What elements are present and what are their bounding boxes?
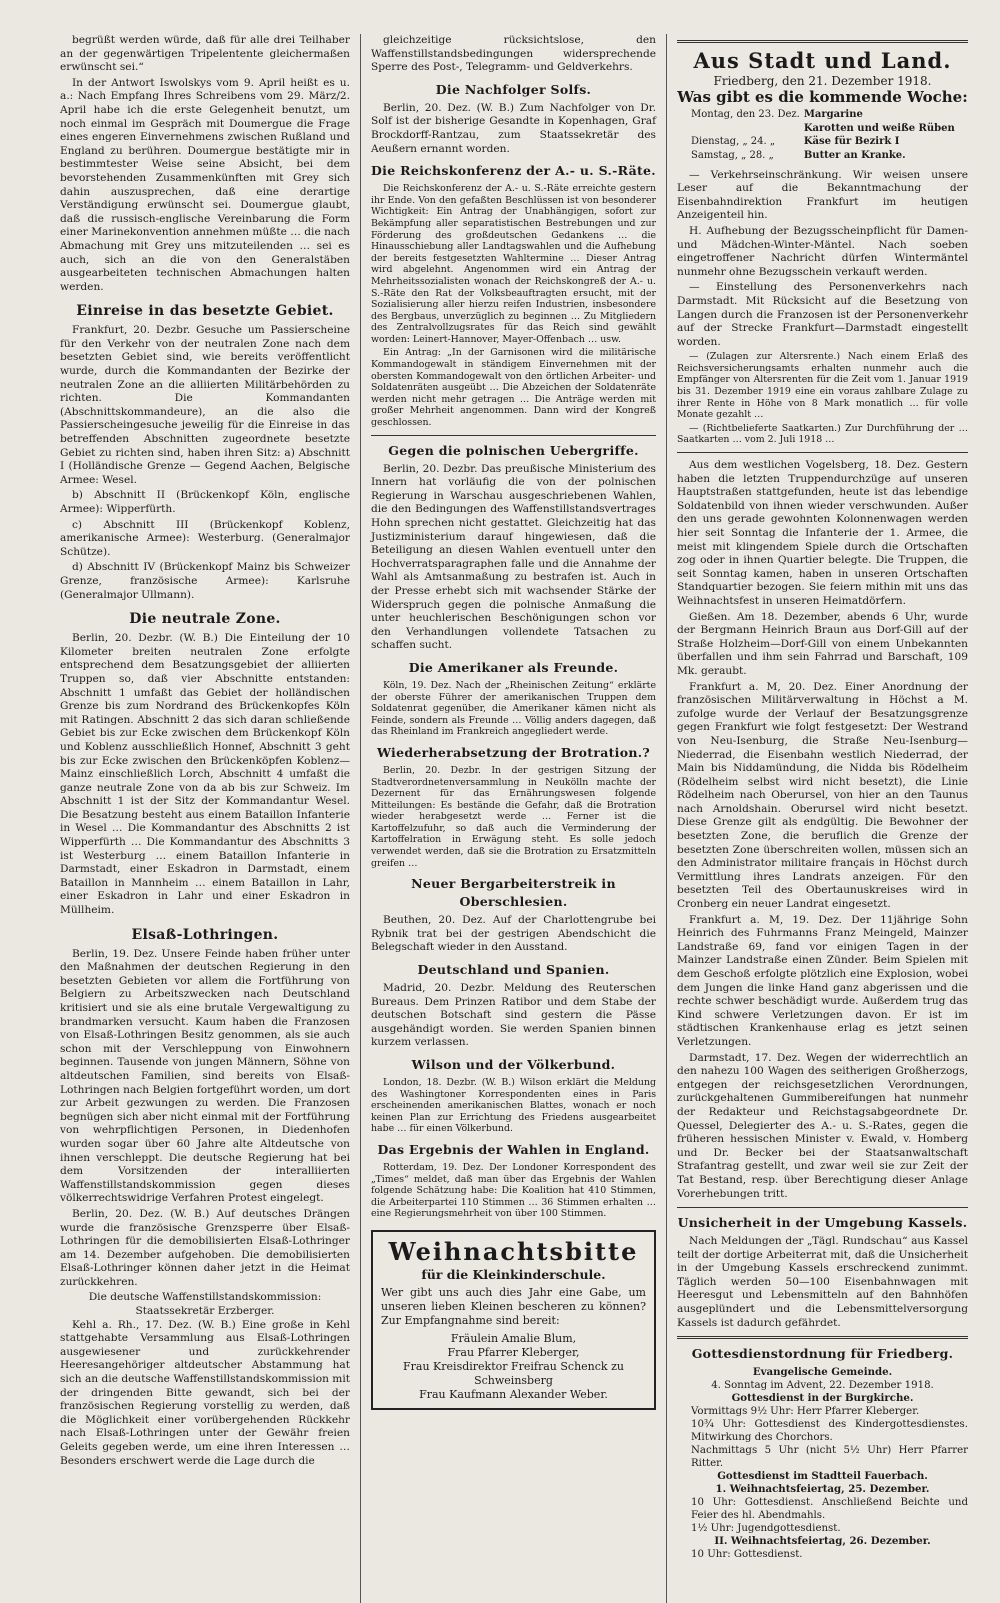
article-text: Berlin, 20. Dez. (W. B.) Zum Nachfolger von Dr. Solf ist der bisherige Gesandte in Kopenhagen, Graf Brockdorff-Rantzau, zum Staatssekretär des Aeußern ernannt worden. xyxy=(371,101,656,155)
article-text: Kehl a. Rh., 17. Dez. (W. B.) Eine große in Kehl stattgehabte Versammlung aus Elsaß-Lothringen ausgewiesener und zurückkehrender Heeresangehöriger altdeutscher Abstammung hat sich an die deutsche Waffenstillstandskommission mit der dringenden Bitte gewandt, sich bei der französischen Regierung vorstellig zu werden, daß die Möglichkeit einer vorübergehenden Rückkehr nach Elsaß-Lothringen unter der Gewähr freien Geleits gegeben werde, um eine ihren Interessen … Besonders erschwert werde die Lage durch die xyxy=(60,1318,350,1467)
divider xyxy=(677,40,968,43)
week-day xyxy=(691,122,804,136)
signature-name: Staatssekretär Erzberger. xyxy=(135,1305,275,1318)
article-text: Berlin, 19. Dez. Unsere Feinde haben früher unter den Maßnahmen der deutschen Regierung in den besetzten Gebieten vor allem die Fortführung von Belgiern zu Arbeitszwecken nach Deutschland kritisiert und sie als eine brutale Vergewaltigung zu brandmarken versucht. Kaum haben die Franzosen von Elsaß-Lothringen Besitz genommen, als sie auch schon mit der Verschleppung von Einwohnern beginnen. Tausende von jungen Männern, Söhne von altdeutschen Familien, sind bereits von Elsaß-Lothringen nach Belgien fortgeführt worden, um dort zur Arbeit gezwungen zu werden. Die Franzosen begnügen sich aber nicht einmal mit der Fortführung von wehrpflichtigen Personen, in Diedenhofen wurden sogar über 60 Jahre alte Altdeutsche von ihnen verschleppt. Die deutsche Regierung hat bei dem Vorsitzenden der interalliierten Waffenstillstandskommission gegen dieses völkerrechtswidrige Verfahren Protest eingelegt. xyxy=(60,947,350,1205)
article-text: Frankfurt a. M, 20. Dez. Einer Anordnung der französischen Militärverwaltung in Höchst a M. zufolge wurde der Verlauf der Besatzungsgrenze gegen Frankfurt wie folgt festgesetzt: Der Westrand von Neu-Isenburg, die Straße Neu-Isenburg—Niederrad, die Eisenbahn westlich Niederrad, der Main bis Niddamündung, die Nidda bis Rödelheim (Rödelheim selbst wird nicht besetzt), die Linie Rödelheim nach Oberursel, von hier an den Taunus nach Arnoldshain. Oberursel wird nicht besetzt. Diese Grenze gilt als endgültig. Die Bewohner der besetzten Zone, die beruflich die Grenze der besetzten Zone überschreiten wollen, müssen sich an den Administrator militaire français in Höchst durch Vermittlung ihres Landrats anzeigen. Für den besetzten Teil des Obertaunuskreises wird in Cronberg ein neuer Landrat eingesetzt. xyxy=(677,680,968,911)
week-item: Karotten und weiße Rüben xyxy=(803,122,955,134)
headline-elsass-lothringen: Elsaß-Lothringen. xyxy=(131,926,279,943)
week-table xyxy=(691,108,959,162)
article-text: gleichzeitige rücksichtslose, den Waffenstillstandsbedingungen widersprechende Sperre des Post-, Telegramm- und Geldverkehrs. xyxy=(371,34,656,74)
article-text: Die Reichskonferenz der A.- u. S.-Räte erreichte gestern ihr Ende. Von den gefaßten Beschlüssen ist von besonderer Wichtigkeit: Ein Antrag der Unabhängigen, sofort zur Bekämpfung aller separatistischen Bestrebungen und zur Förderung des großdeutschen Gedankens … die Hinausschiebung aller Landtagswahlen und die Aufhebung der bereits festgesetzten Wahltermine … Dieser Antrag wird abgelehnt. Angenommen wird ein Antrag der Mehrheitssozialisten wonach der Reichskongreß der A.- u. S.-Räte den Rat der Volksbeauftragten ersucht, mit der Sozialisierung aller hierzu reifen Industrien, insbesondere des Bergbaus, unverzüglich zu beginnen … Zu Mitgliedern des Zentralvollzugsrates für das Reich sind gewählt worden: Leinert-Hannover, Mayer-Offenbach … usw. xyxy=(371,183,656,345)
week-day: Dienstag, „ 24. „ xyxy=(691,136,776,148)
ad-signer: Fräulein Amalie Blum, xyxy=(450,1331,577,1345)
article-text: Köln, 19. Dez. Nach der „Rheinischen Zeitung“ erklärte der oberste Führer der amerikanischen Truppen dem Soldatenrat gegenüber, die Amerikaner kämen nicht als Feinde, sondern als Freunde … Völlig anders dagegen, daß das Rheinland im Frankreich angegliedert werde. xyxy=(371,679,656,738)
schedule-line: 1. Weihnachtsfeiertag, 25. Dezember. xyxy=(715,1483,930,1496)
article-text: Berlin, 20. Dezbr. Das preußische Ministerium des Innern hat vorläufig die von der polnischen Regierung in Warschau ausgeschriebenen Wahlen, die den Bedingungen des Waffenstillstandsvertrages Hohn sprechen nicht gestattet. Gleichzeitig hat das Justizministerium darauf hingewiesen, daß die Beteiligung an diesen Wahlen eventuell unter den Hochverratsparagraphen falle und die Annahme der Wahl als Amtsanmaßung zu bestrafen ist. Auch in der Presse erhebt sich mit wachsender Stärke der Widerspruch gegen die polnische Anmaßung die unter heuchlerischen Beschönigungen schon vor den Verhandlungen vollendete Tatsachen zu schaffen sucht. xyxy=(371,462,656,652)
article-text: Nach Meldungen der „Tägl. Rundschau“ aus Kassel teilt der dortige Arbeiterrat mit, daß die Unsicherheit in der Umgebung Kassels erschreckend zunimmt. Täglich werden 50—100 Eisenbahnwagen mit Heeresgut und Lebensmitteln auf den Bahnhöfen ausgeplündert und die Lebensmittelversorgung Kassels ist dadurch gefährdet. xyxy=(677,1235,968,1329)
dateline: Friedberg, den 21. Dezember 1918. xyxy=(713,74,932,88)
schedule-subtitle: Evangelische Gemeinde. xyxy=(752,1366,893,1379)
headline-polnische-uebergriffe: Gegen die polnischen Uebergriffe. xyxy=(388,442,639,458)
headline-reichskonferenz: Die Reichskonferenz der A.- u. S.-Räte. xyxy=(371,163,656,179)
headline-deutschland-spanien: Deutschland und Spanien. xyxy=(417,962,610,978)
table-row xyxy=(691,108,959,122)
week-item: Margarine xyxy=(803,109,863,121)
article-text: Aus dem westlichen Vogelsberg, 18. Dez. Gestern haben die letzten Truppendurchzüge auf unseren Hauptstraßen stattgefunden, heute ist das lebendige Soldatenbild von ihnen wieder verschwunden. Außer den uns gerade gewohnten Kolonnenwagen werden hier seit Sonntag die Infanterie der 1. Armee, die meist mit klingendem Spiele durch die Ortschaften zog oder in ihnen Quartier belegte. Die Truppen, die seit Sonntag kamen, haben in unseren Ortschaften Standquartier bezogen. Sie feiern mithin mit uns das Weihnachtsfest in unseren Heimatdörfern. xyxy=(677,459,968,607)
headline-wahlen-england: Das Ergebnis der Wahlen in England. xyxy=(377,1141,650,1157)
article-text: c) Abschnitt III (Brückenkopf Koblenz, amerikanische Armee): Westerburg. (Generalmajor Schütze). xyxy=(60,518,350,558)
ad-title: Weihnachtsbitte xyxy=(388,1236,639,1266)
schedule-line: Nachmittags 5 Uhr (nicht 5½ Uhr) Herr Pfarrer Ritter. xyxy=(691,1445,968,1470)
article-text: Berlin, 20. Dez. (W. B.) Auf deutsches Drängen wurde die französische Grenzsperre über Elsaß-Lothringen für die demobilisierten Elsaß-Lothringer am 14. Dezember aufgehoben. Die demobilisierten Elsaß-Lothringer können daher jetzt in die Heimat zurückkehren. xyxy=(60,1207,350,1288)
article-text: begrüßt werden würde, daß für alle drei Teilhaber an der gegenwärtigen Tripelentente gleichermaßen erwünscht sei.“ xyxy=(60,34,350,74)
article-text: Frankfurt a. M, 19. Dez. Der 11jährige Sohn Heinrich des Fuhrmanns Franz Meingeld, Mainzer Landstraße 69, fand vor einigen Tagen in der Mainzer Landstraße einen Zünder. Beim Spielen mit dem Geschoß erfolgte plötzlich eine Explosion, wobei dem Jungen die linke Hand ganz abgerissen und die rechte schwer beschädigt wurde. Außerdem trug das Kind schwere Verletzungen davon. Er ist im städtischen Krankenhause erlag es jetzt seinen Verletzungen. xyxy=(677,913,968,1048)
weihnachtsbitte-ad xyxy=(371,1230,656,1410)
article-text: Darmstadt, 17. Dez. Wegen der widerrechtlich an den nahezu 100 Wagen des seitherigen Großherzogs, entgegen der reichsgesetzlichen Verordnungen, zurückgehaltenen Gummibereifungen hat nunmehr der Redakteur und Reichstagsabgeordnete Dr. Quessel, Delegierter des A.- u. S.-Rates, gegen die früheren hessischen Minister v. Ewald, v. Homberg und Dr. Becker bei der Staatsanwaltschaft Strafantrag gestellt, und zwar weil sie zur Zeit der Tat Bestand, resp. über Berechtigung dieser Anlage Vorerhebungen tritt. xyxy=(677,1051,968,1200)
headline-amerikaner: Die Amerikaner als Freunde. xyxy=(408,659,619,675)
schedule-line: Gottesdienst im Stadtteil Fauerbach. xyxy=(717,1470,928,1483)
divider xyxy=(371,435,656,436)
table-row xyxy=(691,149,959,163)
article-text: Berlin, 20. Dezbr. In der gestrigen Sitzung der Stadtverordnetenversammlung in Neukölln machte der Dezernent für das Ernährungswesen folgende Mitteilungen: Es bestände die Gefahr, daß die Brotration wieder herabgesetzt werde … Ferner ist die Kartoffelzufuhr, so daß auch die Verminderung der Kartoffelration in Erwägung steht. Es solle jedoch verwendet werden, daß sie die Brotration zu Ersatzmitteln greifen … xyxy=(371,764,656,869)
schedule-title: Gottesdienstordnung für Friedberg. xyxy=(691,1346,954,1362)
article-text: Berlin, 20. Dezbr. (W. B.) Die Einteilung der 10 Kilometer breiten neutralen Zone erfolgte entsprechend dem Besatzungsgebiet der alliierten Truppen so, daß vier Abschnitte entstanden: Abschnitt 1 umfaßt das Gebiet der holländischen Grenze bis zum Nordrand des Brückenkopfes Köln mit Ratingen. Abschnitt 2 das sich daran schließende Gebiet bis zur Ecke zwischen dem Brückenkopf Köln und Koblenz ausschließlich Honnef, Abschnitt 3 geht bis zur Ecke zwischen den Brückenköpfen Koblenz—Mainz einschließlich Lorch, Abschnitt 4 umfaßt die ganze neutrale Zone von da ab bis zur Schweiz. Im Abschnitt 1 ist der Sitz der Kommandantur Wesel. Die Besatzung besteht aus einem Bataillon Infanterie in Wesel … Die Kommandantur des Abschnitts 2 ist Wipperfürth … Die Kommandantur des Abschnitts 3 ist Westerburg … einem Bataillon Infanterie in Darmstadt, einer Eskadron in Darmstadt, einem Bataillon in Mannheim … einem Bataillon in Lahr, einer Eskadron in Lahr und einer Eskadron in Müllheim. xyxy=(60,632,350,917)
schedule-line: 10 Uhr: Gottesdienst. Anschließend Beichte und Feier des hl. Abendmahls. xyxy=(691,1497,968,1522)
article-text: b) Abschnitt II (Brückenkopf Köln, englische Armee): Wipperfürth. xyxy=(60,489,350,515)
column-2 xyxy=(360,34,666,1603)
article-text: — Verkehrseinschränkung. Wir weisen unsere Leser auf die Bekanntmachung der Eisenbahndirektion Frankfurt im heutigen Anzeigenteil hin. xyxy=(677,168,968,222)
ad-signer: Frau Kaufmann Alexander Weber. xyxy=(419,1387,608,1401)
article-text: Ein Antrag: „In der Garnisonen wird die militärische Kommandogewalt in ständigem Einvernehmen mit der obersten Kommandogewalt von den örtlichen Arbeiter- und Soldatenräten ausgeübt … Die Abzeichen der Soldatenräte werden nicht mehr getragen … Die Anträge werden mit großer Mehrheit angenommen. Dann wird der Kongreß geschlossen. xyxy=(371,347,656,429)
schedule-line: 10¾ Uhr: Gottesdienst des Kindergottesdienstes. Mitwirkung des Chorchors. xyxy=(691,1419,968,1444)
divider xyxy=(677,1207,968,1208)
article-text: Frankfurt, 20. Dezbr. Gesuche um Passierscheine für den Verkehr von der neutralen Zone nach dem besetzten Gebiet sind, wie bereits veröffentlicht wurde, durch die Kommandanten der Bezirke der neutralen Zone an die alliierten Militärbehörden zu richten. Die Kommandanten (Abschnittskommandeure), an die also die Passierscheingesuche jeweilig für die Einreise in das betreffenden Abschnitten zugeordnete besetzte Gebiet zu richten sind, haben ihren Sitz: a) Abschnitt I (Holländische Grenze — Gegend Aachen, Belgische Armee: Wesel. xyxy=(60,324,350,486)
headline-nachfolger-solfs: Die Nachfolger Solfs. xyxy=(435,81,592,97)
church-schedule xyxy=(677,1345,968,1561)
article-text: — (Zulagen zur Altersrente.) Nach einem Erlaß des Reichsversicherungsamts erhalten nunmehr auch die Empfänger von Altersrenten für die Zeit vom 1. Januar 1919 bis 31. Dezember 1919 eine ein voraus zahlbare Zulage zu ihrer Rente in Höhe von 8 Mark monatlich … für volle Monate gezahlt … xyxy=(677,351,968,421)
article-text: London, 18. Dezbr. (W. B.) Wilson erklärt die Meldung des Washingtoner Korrespondenten eines in Paris erscheinenden amerikanischen Blattes, wonach er noch keinen Plan zur Errichtung des Friedens ausgearbeitet habe … für einen Völkerbund. xyxy=(371,1077,656,1135)
article-text: H. Aufhebung der Bezugsscheinpflicht für Damen- und Mädchen-Winter-Mäntel. Nach soeben eingetroffener Nachricht dürfen Wintermäntel nunmehr ohne Bezugsschein verkauft werden. xyxy=(677,224,968,278)
ad-text: Wer gibt uns auch dies Jahr eine Gabe, um unseren lieben Kleinen bescheren zu können? Zur Empfangnahme sind bereit: xyxy=(381,1285,646,1327)
column-1 xyxy=(50,34,360,1603)
section-masthead: Aus Stadt und Land. xyxy=(693,48,952,73)
week-item: Butter an Kranke. xyxy=(803,149,906,161)
article-text: Gießen. Am 18. Dezember, abends 6 Uhr, wurde der Bergmann Heinrich Braun aus Dorf-Gill auf der Straße Holzheim—Dorf-Gill von einem Unbekannten überfallen und ihm sein Fahrrad und Barschaft, 109 Mk. geraubt. xyxy=(677,610,968,677)
week-day: Samstag, „ 28. „ xyxy=(691,149,774,161)
schedule-line: 10 Uhr: Gottesdienst. xyxy=(691,1549,803,1561)
article-text: — Einstellung des Personenverkehrs nach Darmstadt. Mit Rücksicht auf die Besetzung von Langen durch die Franzosen ist der Personenverkehr auf der Strecke Frankfurt—Darmstadt eingestellt worden. xyxy=(677,281,968,348)
schedule-line: II. Weihnachtsfeiertag, 26. Dezember. xyxy=(714,1535,931,1548)
headline-neutrale-zone: Die neutrale Zone. xyxy=(129,611,281,628)
headline-brotration: Wiederherabsetzung der Brotration.? xyxy=(376,744,651,760)
schedule-line: 1½ Uhr: Jugendgottesdienst. xyxy=(691,1523,841,1535)
week-item: Käse für Bezirk I xyxy=(803,136,900,148)
divider xyxy=(677,452,968,453)
divider xyxy=(677,1336,968,1339)
article-text: Rotterdam, 19. Dez. Der Londoner Korrespondent des „Times“ meldet, daß man über das Ergebnis der Wahlen folgende Schätzung habe: Die Koalition hat 410 Stimmen, die Arbeiterpartei 110 Stimmen … 36 Stimmen erhalten … eine Regierungsmehrheit von über 100 Stimmen. xyxy=(371,1161,656,1220)
week-title: Was gibt es die kommende Woche: xyxy=(677,87,968,106)
headline-wilson: Wilson und der Völkerbund. xyxy=(411,1057,616,1072)
schedule-line: Vormittags 9½ Uhr: Herr Pfarrer Kleberger. xyxy=(691,1406,920,1418)
ad-signers xyxy=(381,1332,646,1402)
table-row xyxy=(691,122,959,136)
article-text: d) Abschnitt IV (Brückenkopf Mainz bis Schweizer Grenze, französische Armee): Karlsruhe (Generalmajor Ullmann). xyxy=(60,561,350,601)
table-row xyxy=(691,135,959,149)
article-text: Beuthen, 20. Dez. Auf der Charlottengrube bei Rybnik trat bei der gestrigen Abendschicht die Belegschaft wieder in den Ausstand. xyxy=(371,914,656,954)
article-text: In der Antwort Iswolskys vom 9. April heißt es u. a.: Nach Empfang Ihres Schreibens vom 29. März/2. April habe ich die erste Gelegenheit benutzt, um noch einmal im Gespräch mit Doumergue die Frage eines engeren Einvernehmens zwischen Rußland und England zu berühren. Doumergue bestätigte mir in bestimmtester Weise seine Absicht, bei dem bevorstehenden Zusammenkünften mit Grey sich dahin auszusprechen, daß eine derartige Verständigung erwünscht sei. Doumergue glaubt, daß die russisch-englische Vereinbarung die Form einer Marinekonvention annehmen müßte … die nach Abmachung mit Grey uns mitzuteilenden … sei es auch, sich an die von den Generalstäben ausgearbeiteten technischen Abmachungen halten werden. xyxy=(60,76,350,293)
ad-signer: Frau Pfarrer Kleberger, xyxy=(447,1345,580,1359)
column-3 xyxy=(666,34,978,1603)
headline-unsicherheit-kassel: Unsicherheit in der Umgebung Kassels. xyxy=(677,1215,968,1231)
article-text: Madrid, 20. Dezbr. Meldung des Reuterschen Bureaus. Dem Prinzen Ratibor und dem Stabe der deutschen Botschaft sind gestern die Pässe ausgehändigt worden. Sie werden Spanien binnen kurzem verlassen. xyxy=(371,982,656,1049)
week-day: Montag, den 23. Dez. xyxy=(691,109,800,121)
ad-subtitle: für die Kleinkinderschule. xyxy=(421,1266,606,1282)
schedule-date: 4. Sonntag im Advent, 22. Dezember 1918. xyxy=(711,1380,934,1392)
headline-bergarbeiterstreik: Neuer Bergarbeiterstreik in Oberschlesien. xyxy=(411,876,616,910)
signature-line: Die deutsche Waffenstillstandskommission: xyxy=(88,1291,322,1304)
ad-signer: Frau Kreisdirektor Freifrau Schenck zu Schweinsberg xyxy=(403,1359,624,1387)
headline-einreise: Einreise in das besetzte Gebiet. xyxy=(76,303,334,320)
article-text: — (Richtbelieferte Saatkarten.) Zur Durchführung der … Saatkarten … vom 2. Juli 1918 … xyxy=(677,422,968,446)
schedule-place: Gottesdienst in der Burgkirche. xyxy=(731,1392,914,1405)
